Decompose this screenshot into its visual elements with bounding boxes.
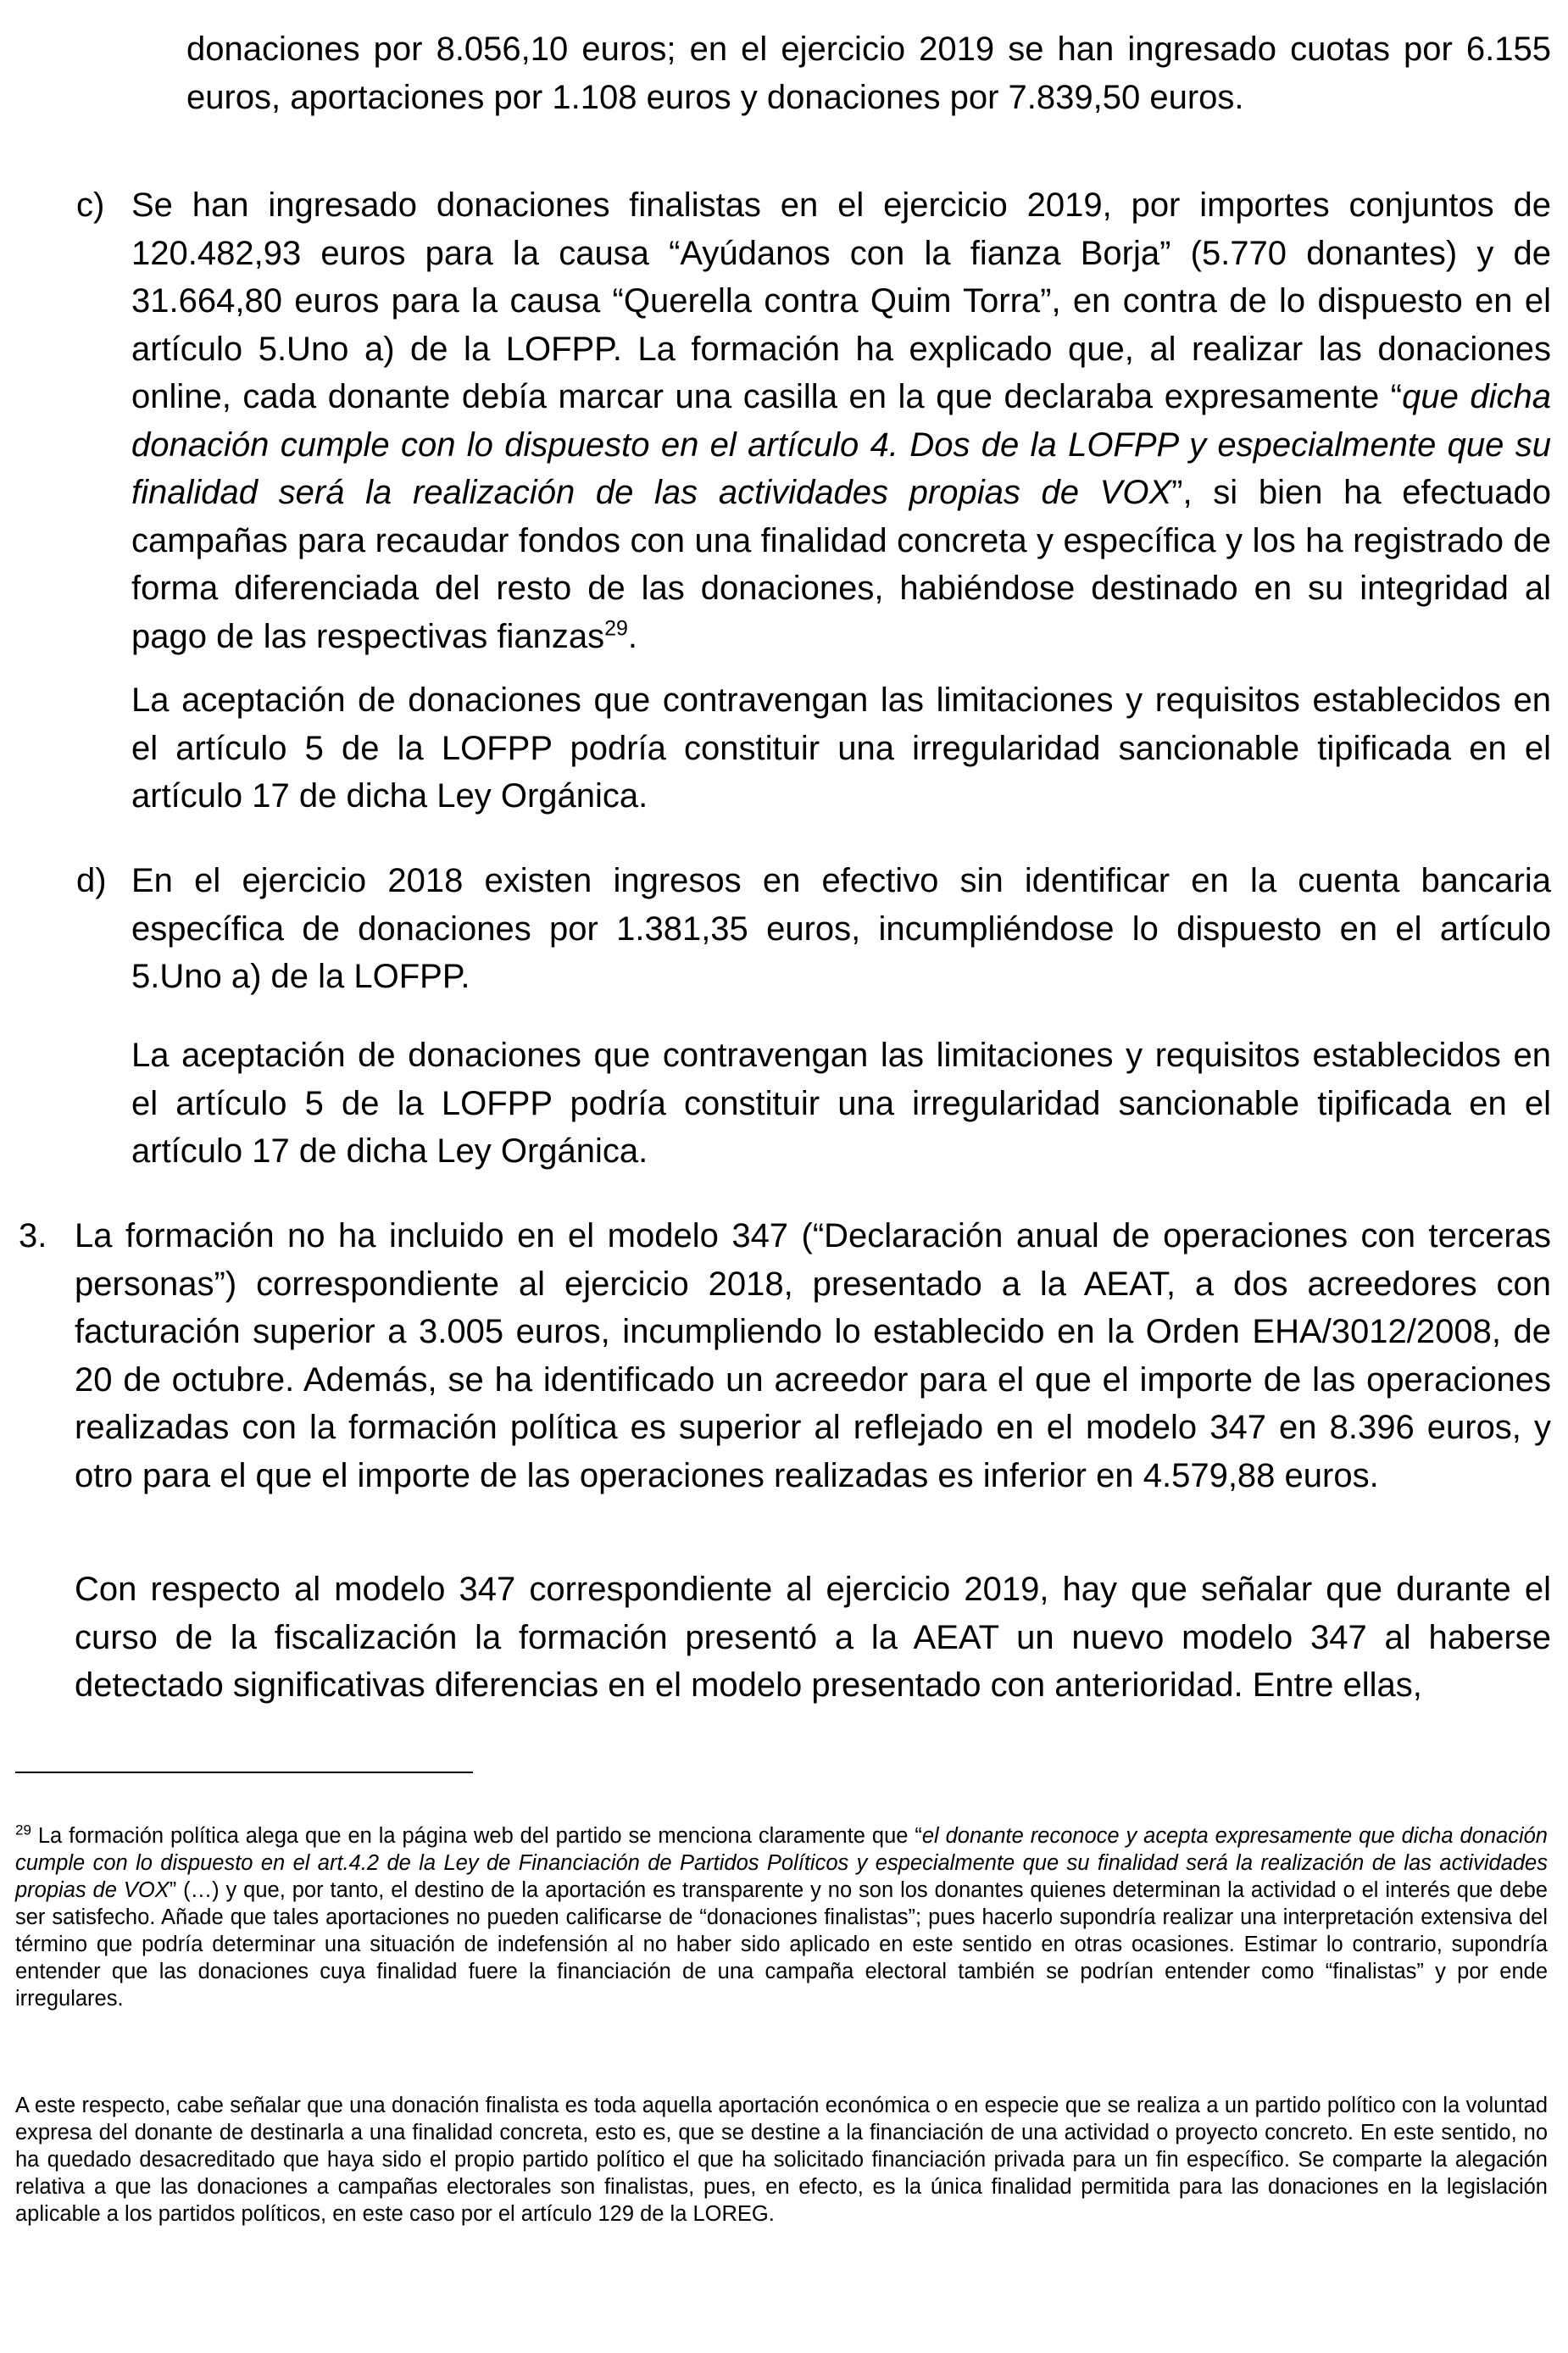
item-c-paragraph	[131, 181, 1551, 660]
item-3-paragraph	[75, 1212, 1551, 1499]
item-d-note-text: La aceptación de donaciones que contravengan las limitaciones y requisitos establecidos en el artículo 5 de la LOFPP podría constituir una irregularidad sancionable tipificada en el artículo 17 de dicha Ley Orgánica.	[131, 1037, 1551, 1170]
footnote-29	[15, 1822, 1548, 2012]
item-d-paragraph	[131, 857, 1551, 1001]
item-3-cont-text: Con respecto al modelo 347 correspondiente al ejercicio 2019, hay que señalar que durante el curso de la fiscalización la formación presentó a la AEAT un nuevo modelo 347 al haberse detectado significativas diferencias en el modelo presentado con anterioridad. Entre ellas,	[75, 1571, 1551, 1704]
item-3-cont-paragraph	[75, 1566, 1551, 1710]
item-c-end: .	[627, 617, 638, 655]
item-c-note-text: La aceptación de donaciones que contravengan las limitaciones y requisitos establecidos en el artículo 5 de la LOFPP podría constituir una irregularidad sancionable tipificada en el artículo 17 de dicha Ley Orgánica.	[131, 681, 1551, 815]
footnote-29-text-after: ” (…) y que, por tanto, el destino de la aportación es transparente y no son los donantes quienes determinan la actividad o el interés que debe ser satisfecho. Añade que tales aportaciones no pueden calificarse de “donaciones finalistas”; pues hacerlo supondría realizar una interpretación extensiva del término que podría determinar una situación de indefensión al no haber sido aplicado en este sentido en otras ocasiones. Estimar lo contrario, supondría entender que las donaciones cuya finalidad fuere la financiación de una campaña electoral también se podrían entender como “finalistas” y por ende irregulares.	[15, 1878, 1548, 2011]
footnote-29-italic-quote: el donante reconoce y acepta expresamente que dicha donación cumple con lo dispuesto en el art.4.2 de la Ley de Financiación de Partidos Políticos y especialmente que su finalidad será la realización de las actividades propias de VOX	[15, 1824, 1548, 1902]
item-c-note-paragraph	[131, 676, 1551, 820]
item-c-italic-quote: que dicha donación cumple con lo dispuesto en el artículo 4. Dos de la LOFPP y especialmente que su finalidad será la realización de las actividades propias de VOX	[131, 378, 1552, 511]
footnote-29-continuation	[15, 2092, 1548, 2228]
item-c-marker: c)	[76, 186, 105, 224]
item-c-text-after: ”, si bien ha efectuado campañas para recaudar fondos con una finalidad concreta y específica y los ha registrado de forma diferenciada del resto de las donaciones, habiéndose destinado en su integridad al pago de las respectivas fianzas	[131, 474, 1552, 655]
item-3-marker: 3.	[19, 1217, 47, 1254]
continuation-text: donaciones por 8.056,10 euros; en el ejercicio 2019 se han ingresado cuotas por 6.155 euros, aportaciones por 1.108 euros y donaciones por 7.839,50 euros.	[186, 31, 1551, 116]
footnote-ref-29[interactable]: 29	[604, 616, 628, 641]
continuation-paragraph	[186, 25, 1551, 121]
footnote-separator	[15, 1772, 473, 1773]
item-3-text: La formación no ha incluido en el modelo 347 (“Declaración anual de operaciones con terceras personas”) correspondiente al ejercicio 2018, presentado a la AEAT, a dos acreedores con facturación superior a 3.005 euros, incumpliendo lo establecido en la Orden EHA/3012/2008, de 20 de octubre. Además, se ha identificado un acreedor para el que el importe de las operaciones realizadas con la formación política es superior al reflejado en el modelo 347 en 8.396 euros, y otro para el que el importe de las operaciones realizadas es inferior en 4.579,88 euros.	[75, 1217, 1551, 1494]
footnote-29-cont-text: A este respecto, cabe señalar que una donación finalista es toda aquella aportación económica o en especie que se realiza a un partido político con la voluntad expresa del donante de destinarla a una finalidad concreta, esto es, que se destine a la financiación de una actividad o proyecto concreto. En este sentido, no ha quedado desacreditado que haya sido el propio partido político el que ha solicitado financiación privada para un fin específico. Se comparte la alegación relativa a que las donaciones a campañas electorales son finalistas, pues, en efecto, es la única finalidad permitida para las donaciones en la legislación aplicable a los partidos políticos, en este caso por el artículo 129 de la LOREG.	[15, 2094, 1548, 2226]
item-d-text: En el ejercicio 2018 existen ingresos en efectivo sin identificar en la cuenta bancaria específica de donaciones por 1.381,35 euros, incumpliéndose lo dispuesto en el artículo 5.Uno a) de la LOFPP.	[131, 862, 1551, 995]
footnote-number: 29	[15, 1822, 31, 1838]
item-d-note-paragraph	[131, 1032, 1551, 1176]
item-d-marker: d)	[76, 862, 107, 899]
footnote-29-text: La formación política alega que en la página web del partido se menciona claramente que “	[31, 1824, 922, 1848]
item-c-text: Se han ingresado donaciones finalistas en el ejercicio 2019, por importes conjuntos de 120.482,93 euros para la causa “Ayúdanos con la fianza Borja” (5.770 donantes) y de 31.664,80 euros para la causa “Querella contra Quim Torra”, en contra de lo dispuesto en el artículo 5.Uno a) de la LOFPP. La formación ha explicado que, al realizar las donaciones online, cada donante debía marcar una casilla en la que declaraba expresamente “	[131, 186, 1551, 415]
